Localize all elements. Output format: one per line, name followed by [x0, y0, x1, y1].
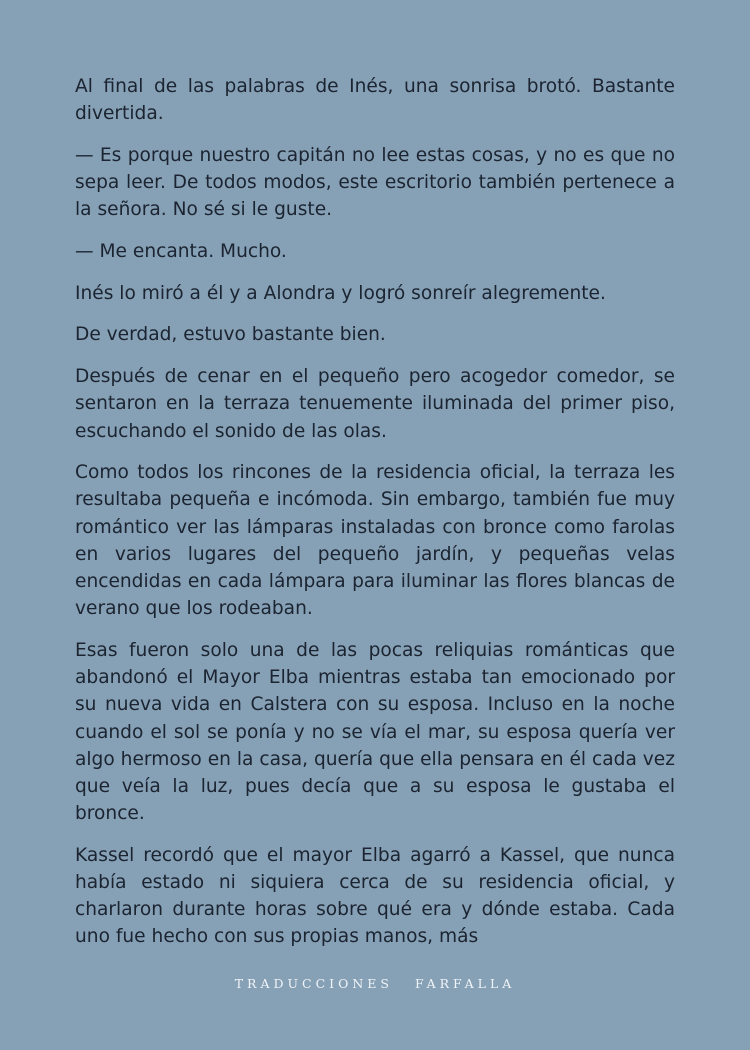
paragraph-5: De verdad, estuvo bastante bien. [75, 324, 386, 346]
page-body [75, 73, 675, 965]
paragraph-3: — Me encanta. Mucho. [75, 241, 287, 263]
paragraph-9: Kassel recordó que el mayor Elba agarró a Kassel, que nunca había estado ni siquiera cerca de su residencia oficial, y charlaron durante horas sobre qué era y dónde estaba. Cada uno fue hecho con sus propias manos, más [75, 844, 675, 948]
paragraph-4: Inés lo miró a él y a Alondra y logró sonreír alegremente. [75, 282, 606, 304]
paragraph-2: — Es porque nuestro capitán no lee estas cosas, y no es que no sepa leer. De todos modos, este escritorio también pertenece a la señora. No sé si le guste. [75, 144, 675, 221]
paragraph-1: Al final de las palabras de Inés, una sonrisa brotó. Bastante divertida. [75, 76, 675, 125]
footer-watermark [0, 976, 750, 991]
paragraph-8: Esas fueron solo una de las pocas reliquias románticas que abandonó el Mayor Elba mientras estaba tan emocionado por su nueva vida en Calstera con su esposa. Incluso en la noche cuando el sol se ponía y no se vía el mar, su esposa quería ver algo hermoso en la casa, quería que ella pensara en él cada vez que veía la luz, pues decía que a su esposa le gustaba el bronce. [75, 639, 675, 825]
footer-word-2: FARFALLA [415, 976, 516, 991]
paragraph-7: Como todos los rincones de la residencia oficial, la terraza les resultaba pequeña e incómoda. Sin embargo, también fue muy romántico ver las lámparas instaladas con bronce como farolas en varios lugares del pequeño jardín, y pequeñas velas encendidas en cada lámpara para iluminar las flores blancas de verano que los rodeaban. [75, 462, 675, 620]
footer-word-1: TRADUCCIONES [234, 976, 393, 991]
paragraph-6: Después de cenar en el pequeño pero acogedor comedor, se sentaron en la terraza tenuemente iluminada del primer piso, escuchando el sonido de las olas. [75, 366, 675, 442]
